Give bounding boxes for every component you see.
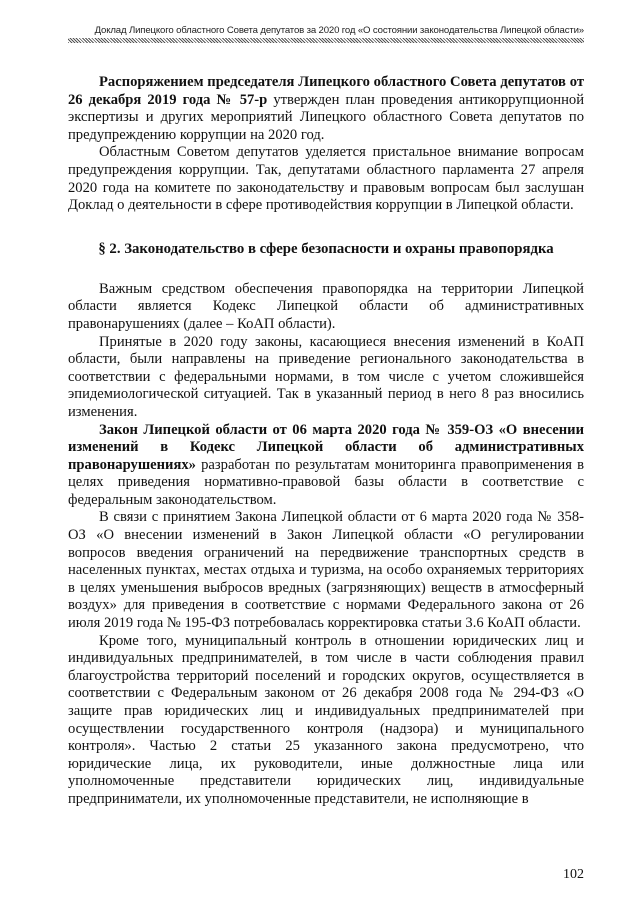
paragraph-municipal-control: Кроме того, муниципальный контроль в отношении юридических лиц и индивидуальных предпринимателей, в том числе в части соблюдения правил благоустройства территорий поселений и городских округов, осуществляется в соответствии с Федеральным законом от 26 декабря 2008 года № 294-ФЗ «О защите прав юридических лиц и индивидуальных предпринимателей при осуществлении государственного контроля (надзора) и муниципального контроля». Частью 2 статьи 25 указанного закона предусмотрено, что юридические лица, их руководители, иные должностные лица или уполномоченные представители юридических лиц, индивидуальные предприниматели, их уполномоченные представители, не исполняющие в xyxy=(68,632,584,807)
paragraph-bold-lead: Закон Липецкой области от 06 марта 2020 года № 359-ОЗ «О внесении изменений в Кодекс Липецкой области об административных правонарушениях» xyxy=(68,421,584,473)
page-number: 102 xyxy=(563,867,584,882)
paragraph-bold-lead: Распоряжением председателя Липецкого областного Совета депутатов от 26 декабря 2019 года № 57-р xyxy=(68,74,584,108)
header-divider xyxy=(68,38,584,43)
page-body xyxy=(68,74,584,809)
paragraph-law-359 xyxy=(68,422,584,510)
paragraph-law-358: В связи с принятием Закона Липецкой области от 6 марта 2020 года № 358-ОЗ «О внесении изменений в Закон Липецкой области «О регулировании вопросов введения ограничений на передвижение транспортных средств в населенных пунктах, местах отдыха и туризма, на особо охраняемых территориях в целях уменьшения выбросов вредных (загрязняющих) веществ в атмосферный воздух» для приведения в соответствие с нормами Федерального закона от 26 июля 2019 года № 195-ФЗ потребовалась корректировка статьи 3.6 КоАП области. xyxy=(68,509,584,632)
paragraph-koap-intro: Важным средством обеспечения правопорядка на территории Липецкой области является Кодекс Липецкой области об административных правонарушениях (далее – КоАП области). xyxy=(68,280,584,332)
paragraph-council-attention: Областным Советом депутатов уделяется пристальное внимание вопросам предупреждения коррупции. Так, депутатами областного парламента 27 апреля 2020 года на комитете по законодательству и правовым вопросам был заслушан Доклад о деятельности в сфере противодействия коррупции в Липецкой области. xyxy=(68,144,584,214)
section-heading: § 2. Законодательство в сфере безопасности и охраны правопорядка xyxy=(98,240,554,257)
running-header: Доклад Липецкого областного Совета депутатов за 2020 год «О состоянии законодательства Липецкой области» xyxy=(94,25,584,36)
paragraph-laws-2020: Принятые в 2020 году законы, касающиеся внесения изменений в КоАП области, были направлены на приведение регионального законодательства в соответствии с федеральными нормами, в том числе с учетом сложившейся эпидемиологической ситуацией. Так в указанный период в него 8 раз вносились изменения. xyxy=(68,333,584,420)
paragraph-text: утвержден план проведения антикоррупционной экспертизы и других мероприятий Липецкого областного Совета депутатов по предупреждению коррупции на 2020 год. xyxy=(68,91,584,143)
paragraph-anticorruption-plan xyxy=(68,74,584,144)
paragraph-text: разработан по результатам мониторинга правоприменения в целях приведения нормативно-правовой базы области в соответствие с федеральным законодательством. xyxy=(68,456,584,508)
